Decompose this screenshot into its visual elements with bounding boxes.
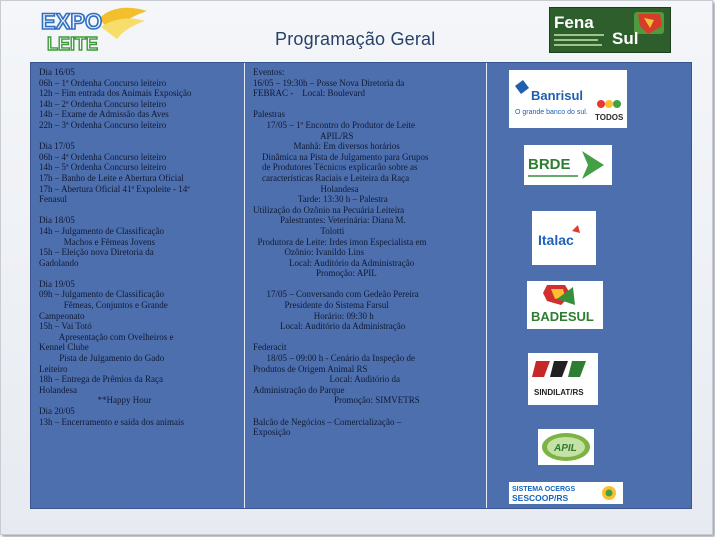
- italac-logo: [532, 211, 596, 265]
- event-line: Local: Auditório da: [253, 374, 400, 385]
- schedule-line: Kennel Clube: [39, 342, 89, 353]
- schedule-line: Fêmeas, Conjuntos e Grande: [39, 300, 168, 311]
- event-line: 18/05 – 09:00 h - Cenário da Inspeção de: [253, 353, 415, 364]
- event-line: de Produtores Técnicos explicarão sobre as: [253, 162, 418, 173]
- schedule-line: Machos e Fêmeas Jovens: [39, 236, 155, 247]
- ocergs-text: SISTEMA OCERGS: [512, 486, 576, 493]
- event-line: características Raciais e Leiteira da Raça: [253, 172, 410, 183]
- banrisul-logo: [509, 70, 627, 128]
- program-table: [30, 62, 692, 509]
- apil-logo: [538, 429, 594, 465]
- event-line: 16/05 – 19:30h – Posse Nova Diretoria da: [253, 77, 405, 88]
- schedule-line: 15h – Vai Totó: [39, 321, 92, 332]
- sindilat-text: SINDILAT/RS: [534, 388, 584, 397]
- banrisul-tagline: O grande banco do sul.: [515, 109, 588, 116]
- event-line: Exposição: [253, 427, 291, 438]
- event-line: Administração do Parque: [253, 384, 345, 395]
- badesul-text: BADESUL: [531, 309, 594, 324]
- schedule-line: 14h – Julgamento de Classificação: [39, 225, 164, 236]
- apil-text: APIL: [554, 443, 577, 454]
- sponsors-column: [486, 63, 692, 508]
- event-line: [253, 332, 428, 343]
- expo-text: EXPO: [41, 9, 103, 34]
- event-line: Promoção: APIL: [253, 268, 377, 279]
- brde-text: BRDE: [528, 156, 571, 173]
- schedule-line: 17h – Abertura Oficial 41ª Expoleite - 14ª: [39, 183, 190, 194]
- schedule-line: Dia 19/05: [39, 278, 75, 289]
- sindilat-logo: [528, 353, 598, 405]
- event-line: Presidente do Sistema Farsul: [253, 300, 389, 311]
- schedule-line: Dia 17/05: [39, 141, 75, 152]
- leite-text: LEITE: [47, 34, 99, 53]
- schedule-line: 06h – 1ª Ordenha Concurso leiteiro: [39, 77, 167, 88]
- page-title: Programação Geral: [275, 29, 436, 49]
- schedule-line: 18h – Entrega de Prêmios da Raça: [39, 374, 163, 385]
- event-line: 17/05 – Conversando com Gedeão Pereira: [253, 289, 419, 300]
- event-line: Utilização do Ozônio na Pecuária Leiteira: [253, 204, 405, 215]
- schedule-line: Campeonato: [39, 310, 85, 321]
- badesul-logo: [527, 281, 603, 329]
- schedule-line: 14h – Exame de Admissão das Aves: [39, 109, 169, 120]
- italac-text: Italac: [538, 232, 574, 248]
- event-line: [253, 99, 428, 110]
- schedule-line: [39, 268, 191, 279]
- schedule-line: Pista de Julgamento do Gado: [39, 353, 165, 364]
- event-line: Balcão de Negócios – Comercialização –: [253, 416, 402, 427]
- schedule-line: Gadolando: [39, 257, 79, 268]
- events-text: [253, 67, 428, 438]
- expoleite-logo: [39, 5, 149, 53]
- event-line: Federacit: [253, 342, 287, 353]
- schedule-line: [39, 205, 191, 216]
- event-line: Eventos:: [253, 67, 285, 77]
- event-line: Tolotti: [253, 225, 345, 236]
- schedule-line: 12h – Fim entrada dos Animais Exposição: [39, 88, 192, 99]
- schedule-line: 15h – Eleição nova Diretoria da: [39, 247, 154, 258]
- todos-text: TODOS: [595, 113, 624, 122]
- fenasul-logo: [549, 7, 671, 53]
- schedule-line: 14h – 2ª Ordenha Concurso leiteiro: [39, 98, 167, 109]
- schedule-line: Dia 18/05: [39, 215, 75, 226]
- schedule-line: 14h – 5ª Ordenha Concurso leiteiro: [39, 162, 167, 173]
- schedule-line: Leiteiro: [39, 363, 68, 374]
- event-line: Produtos de Origem Animal RS: [253, 363, 368, 374]
- event-line: FEBRAC - Local: Boulevard: [253, 88, 365, 99]
- schedule-line: **Happy Hour: [39, 395, 152, 406]
- fena-text: Fena: [554, 13, 594, 32]
- schedule-line: 13h – Encerramento e saída dos animais: [39, 416, 184, 427]
- event-line: Palestrantes: Veterinária: Diana M.: [253, 215, 406, 226]
- schedule-line: Holandesa: [39, 384, 77, 395]
- banrisul-text: Banrisul: [531, 88, 584, 103]
- event-line: Manhã: Em diversos horários: [253, 141, 400, 152]
- sescoop-text: SESCOOP/RS: [512, 493, 569, 503]
- schedule-line: 17h – Banho de Leite e Abertura Oficial: [39, 172, 184, 183]
- event-line: Palestras: [253, 109, 285, 120]
- brde-logo: [524, 145, 612, 185]
- schedule-line: Fenasul: [39, 194, 67, 205]
- event-line: Horário: 09:30 h: [253, 310, 374, 321]
- event-line: Promoção: SIMVETRS: [253, 395, 420, 406]
- event-line: Local: Auditório da Administração: [253, 257, 415, 268]
- schedule-line: [39, 131, 191, 142]
- event-line: Produtora de Leite: Irdes imon Especialista em: [253, 236, 427, 247]
- schedule-column: [31, 63, 243, 508]
- event-line: 17/05 – 1º Encontro do Produtor de Leite: [253, 119, 416, 130]
- event-line: Holandesa: [253, 183, 359, 194]
- schedule-line: 09h – Julgamento de Classificação: [39, 289, 164, 300]
- event-line: Ozônio: Ivanildo Lins: [253, 247, 364, 258]
- event-line: Dinâmica na Pista de Julgamento para Grupos: [253, 151, 429, 162]
- event-line: [253, 406, 428, 417]
- sul-text: Sul: [612, 29, 639, 48]
- event-line: APIL/RS: [253, 130, 354, 141]
- event-line: [253, 279, 428, 290]
- events-column: [244, 63, 487, 508]
- event-line: Tarde: 13:30 h – Palestra: [253, 194, 388, 205]
- ocergs-logo: [509, 482, 623, 504]
- schedule-line: Dia 16/05: [39, 67, 75, 77]
- event-line: Local: Auditório da Administração: [253, 321, 406, 332]
- schedule-text: [39, 67, 191, 427]
- schedule-line: Apresentação com Ovelheiros e: [39, 331, 174, 342]
- schedule-line: 22h – 3ª Ordenha Concurso leiteiro: [39, 119, 167, 130]
- schedule-line: Dia 20/05: [39, 406, 75, 416]
- schedule-line: 06h – 4ª Ordenha Concurso leiteiro: [39, 151, 167, 162]
